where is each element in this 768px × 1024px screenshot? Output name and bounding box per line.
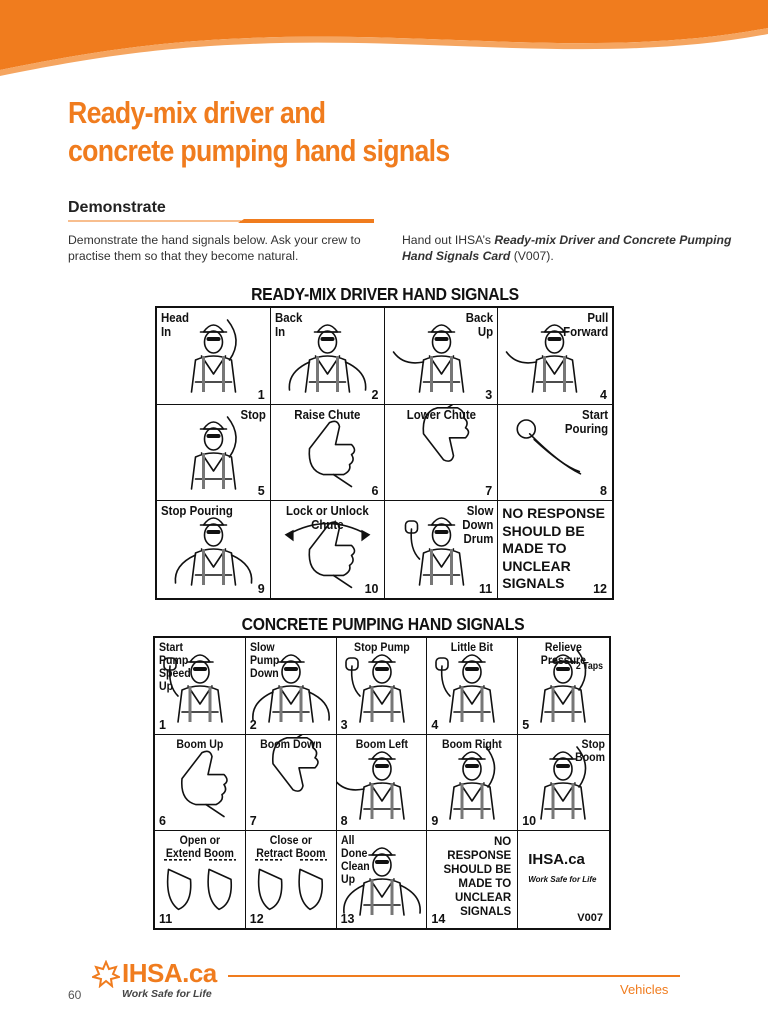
signal-label: Stop Boom xyxy=(575,736,605,764)
signal-label: Lower Chute xyxy=(406,406,476,422)
section-heading: Demonstrate xyxy=(68,199,166,216)
signal-label: Relieve Pressure xyxy=(540,640,587,667)
signal-number: 1 xyxy=(257,387,265,402)
signal-label: Stop Pump xyxy=(353,640,410,654)
pumping-cell-6 xyxy=(155,735,246,832)
signal-number: 3 xyxy=(340,717,348,732)
pumping-cell-4 xyxy=(427,638,518,735)
signal-label: Back In xyxy=(274,310,303,339)
pumping-cell-12 xyxy=(246,831,337,928)
readymix-title: READY-MIX DRIVER HAND SIGNALS xyxy=(251,284,519,304)
pumping-cell-14 xyxy=(427,831,518,928)
signal-number: 1 xyxy=(159,717,166,732)
pumping-cell-2 xyxy=(246,638,337,735)
signal-number: 6 xyxy=(371,484,379,499)
signal-number: 14 xyxy=(431,911,446,926)
signal-number: 2 xyxy=(371,387,379,402)
pumping-grid xyxy=(153,636,611,930)
readymix-cell-4 xyxy=(498,308,612,405)
intro-right xyxy=(402,232,732,264)
readymix-cell-7 xyxy=(385,405,499,502)
signal-number: 12 xyxy=(593,581,607,596)
readymix-grid xyxy=(155,306,614,600)
signal-label: Lock or Unlock Chute xyxy=(285,503,369,533)
no-response-note: NO RESPONSE SHOULD BE MADE TO UNCLEAR SIGNALS xyxy=(502,505,605,592)
signal-number: 2 xyxy=(249,717,257,732)
pumping-cell-10 xyxy=(518,735,609,832)
signal-label: Start Pump Speed Up xyxy=(159,640,191,693)
pumping-cell-9 xyxy=(427,735,518,832)
no-response-note: NO RESPONSE SHOULD BE MADE TO UNCLEAR SIGNALS xyxy=(443,836,512,919)
intro-left: Demonstrate the hand signals below. Ask your crew to practise them so that they become natural. xyxy=(68,233,361,263)
readymix-cell-12 xyxy=(498,501,612,598)
pumping-cell-5 xyxy=(518,638,609,735)
signal-label: Pull Forward xyxy=(562,310,608,339)
readymix-cell-8 xyxy=(498,405,612,502)
pumping-cell-13 xyxy=(337,831,428,928)
section-rule xyxy=(68,219,374,223)
header-swoosh xyxy=(0,0,768,80)
signal-number: 11 xyxy=(479,581,493,596)
card-code: V007 xyxy=(577,911,603,924)
pumping-title: CONCRETE PUMPING HAND SIGNALS xyxy=(241,614,525,634)
signal-number: 6 xyxy=(159,814,166,829)
signal-label: Open or Extend Boom xyxy=(165,833,234,861)
signal-label: Close or Retract Boom xyxy=(256,833,326,861)
section-footer-label: Vehicles xyxy=(620,982,669,997)
signal-number: 10 xyxy=(364,581,379,596)
signal-label: Start Pouring xyxy=(564,406,608,436)
signal-number: 5 xyxy=(522,717,530,732)
readymix-cell-1 xyxy=(157,308,271,405)
signal-number: 4 xyxy=(600,387,607,402)
signal-number: 11 xyxy=(159,911,173,926)
signal-label: Stop xyxy=(240,406,266,422)
signal-number: 5 xyxy=(257,484,265,499)
signal-label: Boom Up xyxy=(176,736,224,751)
pumping-cell-11 xyxy=(155,831,246,928)
title-line-1: Ready-mix driver and xyxy=(68,95,326,130)
page-number: 60 xyxy=(68,988,82,1002)
readymix-cell-5 xyxy=(157,405,271,502)
card-logo-tag: Work Safe for Life xyxy=(528,875,597,885)
logo-tagline: Work Safe for Life xyxy=(122,988,212,1000)
signal-number: 9 xyxy=(257,581,265,596)
signal-label: Little Bit xyxy=(451,640,494,654)
signal-label: Stop Pouring xyxy=(161,503,233,519)
readymix-cell-10 xyxy=(271,501,385,598)
signal-number: 8 xyxy=(600,484,607,499)
ihsa-logo xyxy=(92,958,232,1004)
card-logo-text: IHSA.ca xyxy=(528,851,585,869)
logo-text: IHSA.ca xyxy=(122,958,217,988)
signal-number: 9 xyxy=(431,814,439,829)
signal-label: Raise Chute xyxy=(294,406,361,422)
signal-number: 13 xyxy=(340,911,355,926)
maple-leaf-icon xyxy=(92,960,120,988)
signal-label: Slow Pump Down xyxy=(249,640,280,680)
readymix-cell-6 xyxy=(271,405,385,502)
signal-number: 7 xyxy=(485,484,493,499)
signal-label: All Done Clean Up xyxy=(340,833,370,887)
signal-number: 12 xyxy=(249,911,264,926)
page-title xyxy=(68,94,449,170)
signal-extra: 2 Taps xyxy=(575,661,604,672)
signal-label: Boom Right xyxy=(442,736,503,751)
signal-label: Head In xyxy=(161,310,189,339)
signal-number: 10 xyxy=(522,814,537,829)
pumping-cell-7 xyxy=(246,735,337,832)
signal-number: 8 xyxy=(340,814,348,829)
title-line-2: concrete pumping hand signals xyxy=(68,133,450,168)
pumping-cell-8 xyxy=(337,735,428,832)
readymix-cell-2 xyxy=(271,308,385,405)
intro-right-pre: Hand out IHSA’s xyxy=(402,233,495,247)
readymix-cell-9 xyxy=(157,501,271,598)
signal-number: 3 xyxy=(485,387,493,402)
pumping-cell-3 xyxy=(337,638,428,735)
pumping-cell-15 xyxy=(518,831,609,928)
card-name: Ready-mix Driver and Concrete Pumping Hand Signals Card xyxy=(402,233,732,263)
signal-label: Back Up xyxy=(465,310,494,339)
footer-rule xyxy=(228,975,680,977)
intro-right-post: (V007). xyxy=(510,249,554,263)
signal-label: Boom Left xyxy=(355,736,408,751)
signal-number: 4 xyxy=(431,717,439,732)
signal-label: Boom Down xyxy=(259,736,322,751)
readymix-cell-11 xyxy=(385,501,499,598)
signal-number: 7 xyxy=(249,814,257,829)
pumping-cell-1 xyxy=(155,638,246,735)
signal-label: Slow Down Drum xyxy=(462,503,494,547)
card-logo xyxy=(528,851,596,887)
readymix-cell-3 xyxy=(385,308,499,405)
